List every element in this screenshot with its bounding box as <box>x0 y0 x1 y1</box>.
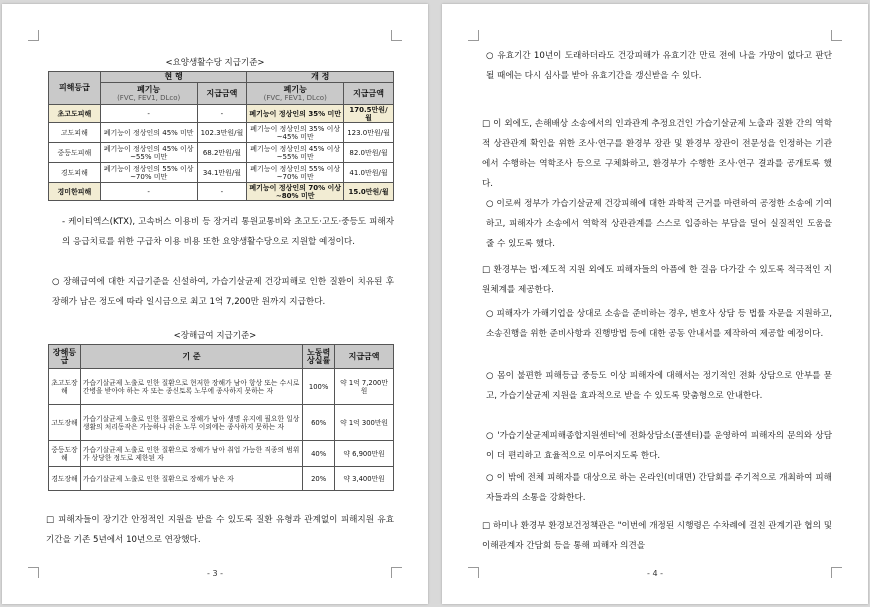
grade-header: 피해등급 <box>49 72 101 105</box>
table-row: 초고도장해 가습기살균제 노출로 인한 질환으로 현저한 장해가 남아 항상 또는 수시로 간병을 받아야 하는 자 또는 종신토록 노무에 종사하지 못하는 자 100% 약 1억 7,200만원 <box>49 369 394 405</box>
page-4 <box>442 4 868 604</box>
disability-grade-header: 장해등급 <box>49 345 81 369</box>
criteria-header: 기 준 <box>80 345 302 369</box>
research-paragraph: □ 이 외에도, 손해배상 소송에서의 인과관계 추정요건인 가습기살균제 노출과 질환 간의 역학적 상관관계 확인을 위한 조사·연구를 환경부 장관 및 환경부 장관이 전문성을 인정하는 기관에서 수행하는 역학조사 등으로 구체화하고, 환경부가 수행한 조사·연구 결과를 공개토록 했다. <box>482 119 832 189</box>
table-row: 초고도피해 - - 폐기능이 정상인의 35% 미만 170.5만원/월 <box>49 105 394 123</box>
amount-header: 지급금액 <box>344 83 394 105</box>
crop-mark <box>468 30 479 41</box>
table-row: 중등도피해 폐기능이 정상인의 45% 이상~55% 미만 68.2만원/월 폐기능이 정상인의 45% 이상~55% 미만 82.0만원/월 <box>49 143 394 163</box>
crop-mark <box>831 30 842 41</box>
legal-advice-paragraph: ○ 피해자가 가해기업을 상대로 소송을 준비하는 경우, 변호사 상담 등 법률 자문을 지원하고, 소송진행을 위한 준비사항과 진행방법 등에 대한 공동 안내서를 제작하여 제공할 예정이다. <box>486 309 832 339</box>
table-row: 고도피해 폐기능이 정상인의 45% 미만 102.3만원/월 폐기능이 정상인의 35% 이상~45% 미만 123.0만원/월 <box>49 123 394 143</box>
revised-header: 개 정 <box>247 72 394 83</box>
loss-header: 노동력상실률 <box>303 345 335 369</box>
validity-paragraph: □ 피해자들이 장기간 안정적인 지원을 받을 수 있도록 질환 유형과 관계없이 피해지원 유효기간을 기존 5년에서 10년으로 연장했다. <box>46 515 394 545</box>
call-center-paragraph: ○ '가습기살균제피해종합지원센터'에 전화상담소(콜센터)를 운영하여 피해자의 문의와 상담이 더 편리하고 효율적으로 이루어지도록 한다. <box>486 431 832 461</box>
table-row: 고도장해 가습기살균제 노출로 인한 질환으로 장해가 남아 생명 유지에 필요한 일상생활의 처리동작은 가능하나 쉬운 노무 이외에는 종사하지 못하는 자 60% 약 1억 300만원 <box>49 405 394 441</box>
lung-header: 폐기능 (FVC, FEV1, DLco) <box>247 83 344 105</box>
crop-mark <box>391 30 402 41</box>
disability-paragraph: ○ 장해급여에 대한 지급기준을 신설하여, 가습기살균제 건강피해로 인한 질환이 치유된 후 장해가 남은 정도에 따라 일시금으로 최고 1억 7,200만 원까지 지급한다. <box>52 277 394 307</box>
lung-header: 폐기능 (FVC, FEV1, DLco) <box>100 83 197 105</box>
crop-mark <box>28 30 39 41</box>
phone-counsel-paragraph: ○ 몸이 불편한 피해등급 중등도 이상 피해자에 대해서는 정기적인 전화 상담으로 안부를 묻고, 가습기살균제 지원을 효과적으로 받을 수 있도록 맞춤형으로 안내한다. <box>486 371 832 401</box>
renewal-paragraph: ○ 유효기간 10년이 도래하더라도 건강피해가 유효기간 만료 전에 나을 가망이 없다고 판단될 때에는 다시 심사를 받아 유효기간을 갱신받을 수 있다. <box>486 51 832 81</box>
table-row: 경도피해 폐기능이 정상인의 55% 이상~70% 미만 34.1만원/월 폐기능이 정상인의 55% 이상~70% 미만 41.0만원/월 <box>49 163 394 183</box>
quote-paragraph: □ 하미나 환경부 환경보건정책관은 "이번에 개정된 시행령은 수차례에 걸친 관계기관 협의 및 이해관계자 간담회 등을 통해 피해자 의견을 <box>482 521 832 551</box>
ktx-paragraph: - 케이티엑스(KTX), 고속버스 이용비 등 장거리 통원교통비와 초고도·고도·중등도 피해자의 응급치료를 위한 구급차 이용 비용 또한 요양생활수당으로 지원할 예정이다. <box>62 217 394 247</box>
page-number: - 3 - <box>207 569 223 578</box>
evidence-paragraph: ○ 이로써 정부가 가습기살균제 건강피해에 대한 과학적 근거를 마련하여 공정한 소송에 기여하고, 피해자가 소송에서 역학적 상관관계를 스스로 입증하는 부담을 덜어 실질적인 도움을 줄 수 있도록 했다. <box>486 199 832 249</box>
current-header: 현 행 <box>100 72 247 83</box>
care-allowance-table <box>48 71 394 201</box>
amount-header: 지급금액 <box>197 83 247 105</box>
disability-table <box>48 344 394 491</box>
page-number: - 4 - <box>647 569 663 578</box>
table-row: 경도장해 가습기살균제 노출로 인한 질환으로 장해가 남은 자 20% 약 3,400만원 <box>49 467 394 491</box>
payment-header: 지급금액 <box>335 345 394 369</box>
table-caption: <요양생활수당 지급기준> <box>165 58 265 68</box>
table-caption: <장해급여 지급기준> <box>173 331 257 341</box>
table-row: 경미한피해 - - 폐기능이 정상인의 70% 이상~80% 미만 15.0만원/월 <box>49 183 394 201</box>
support-system-paragraph: □ 환경부는 법·제도적 지원 외에도 피해자들의 아픔에 한 걸음 다가갈 수 있도록 적극적인 지원체계를 제공한다. <box>482 265 832 295</box>
online-meeting-paragraph: ○ 이 밖에 전체 피해자를 대상으로 하는 온라인(비대면) 간담회를 주기적으로 개최하여 피해자들과의 소통을 강화한다. <box>486 473 832 503</box>
table-row: 중등도장해 가습기살균제 노출로 인한 질환으로 장해가 남아 취업 가능한 직종의 범위가 상당한 정도로 제한된 자 40% 약 6,900만원 <box>49 441 394 467</box>
page-3 <box>2 4 428 604</box>
